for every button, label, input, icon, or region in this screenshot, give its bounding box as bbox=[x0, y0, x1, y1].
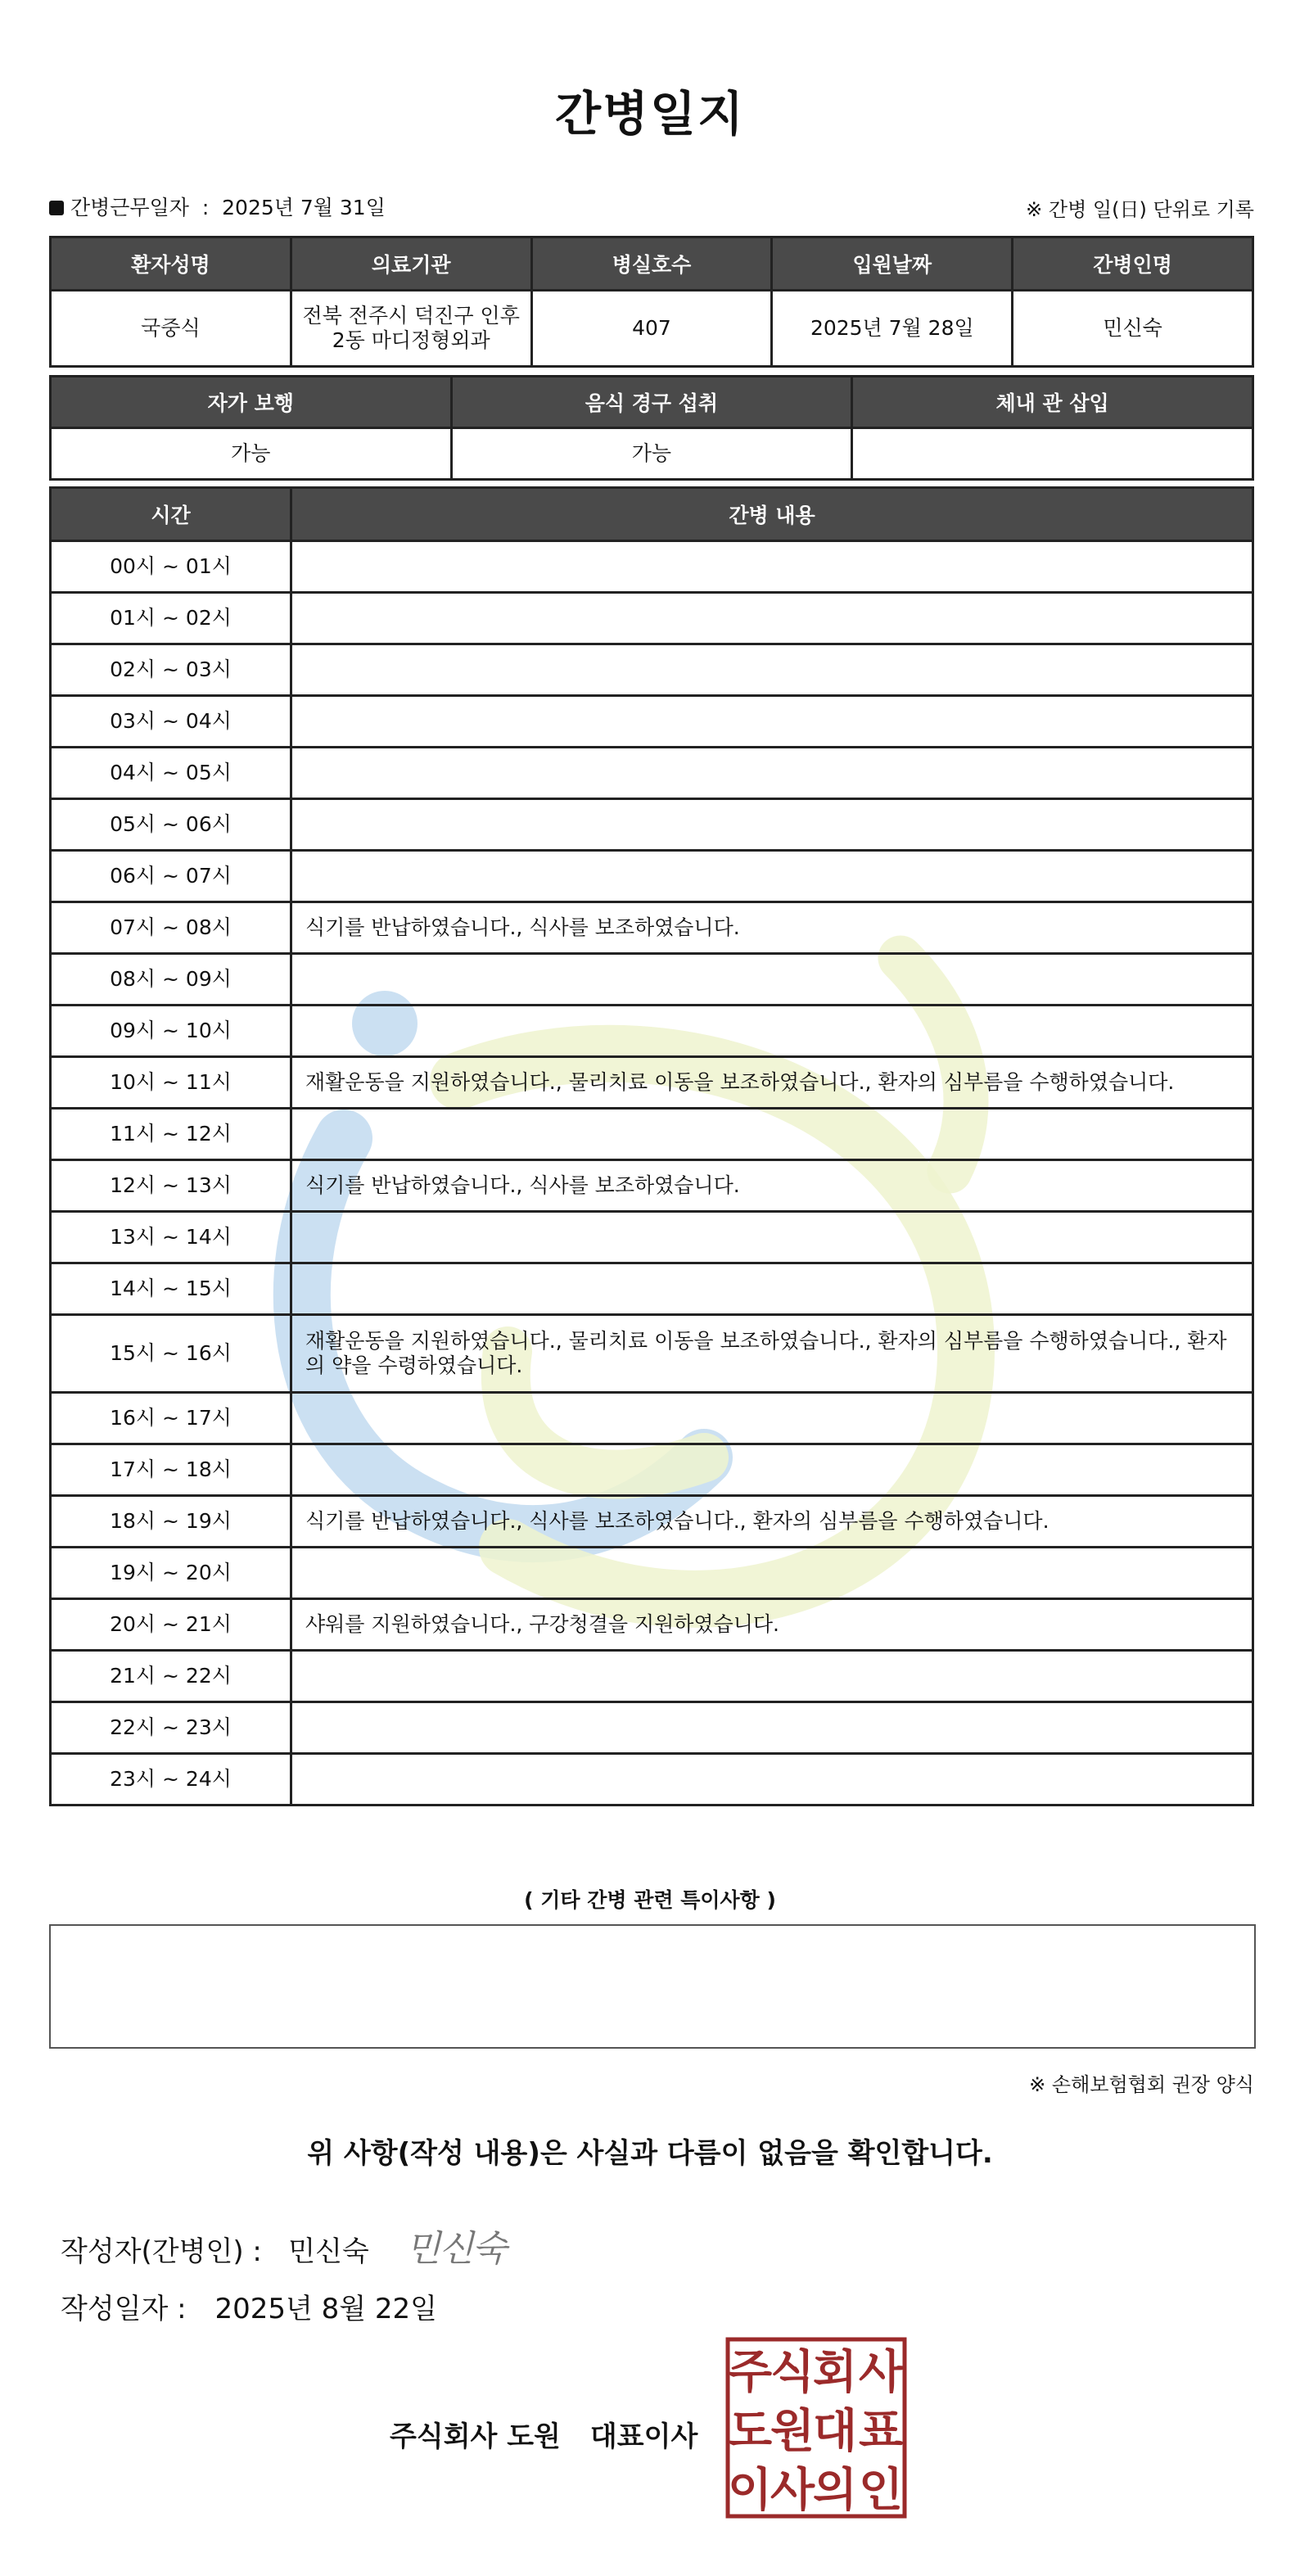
table-row bbox=[51, 1057, 1253, 1109]
time-slot: 21시 ~ 22시 bbox=[51, 1651, 291, 1702]
seal-character: 사 bbox=[770, 2464, 815, 2517]
care-content bbox=[291, 1212, 1253, 1263]
form-note: ※ 손해보험협회 권장 양식 bbox=[1029, 2073, 1254, 2096]
work-date-line bbox=[49, 192, 386, 221]
bullet-square-icon bbox=[49, 201, 64, 215]
table-row bbox=[51, 1548, 1253, 1599]
care-content bbox=[291, 593, 1253, 644]
table-row bbox=[51, 748, 1253, 799]
table-row bbox=[51, 1263, 1253, 1315]
care-content bbox=[291, 851, 1253, 902]
header-admission-date: 입원날짜 bbox=[772, 237, 1013, 291]
time-slot: 15시 ~ 16시 bbox=[51, 1315, 291, 1393]
table-row bbox=[51, 851, 1253, 902]
admission-date: 2025년 7월 28일 bbox=[772, 291, 1013, 367]
header-oral-intake: 음식 경구 섭취 bbox=[451, 377, 852, 428]
header-room-number: 병실호수 bbox=[531, 237, 772, 291]
time-slot: 04시 ~ 05시 bbox=[51, 748, 291, 799]
table-row bbox=[51, 1109, 1253, 1160]
time-slot: 06시 ~ 07시 bbox=[51, 851, 291, 902]
seal-character: 대 bbox=[812, 2405, 858, 2458]
work-date-value: 2025년 7월 31일 bbox=[222, 196, 386, 219]
time-slot: 08시 ~ 09시 bbox=[51, 954, 291, 1006]
work-date-label: 간병근무일자 bbox=[70, 196, 189, 219]
written-date-line bbox=[61, 2286, 437, 2326]
company-seal-stamp bbox=[725, 2337, 907, 2519]
room-number: 407 bbox=[531, 291, 772, 367]
self-walking-value: 가능 bbox=[51, 428, 452, 480]
time-slot: 00시 ~ 01시 bbox=[51, 541, 291, 593]
seal-character: 식 bbox=[770, 2346, 815, 2399]
company-name: 주식회사 도원 bbox=[390, 2420, 561, 2453]
seal-character: 의 bbox=[812, 2464, 858, 2517]
seal-character: 회 bbox=[812, 2346, 858, 2399]
care-content bbox=[291, 799, 1253, 851]
header-patient-name: 환자성명 bbox=[51, 237, 291, 291]
time-slot: 05시 ~ 06시 bbox=[51, 799, 291, 851]
table-row bbox=[51, 954, 1253, 1006]
seal-character: 사 bbox=[858, 2346, 904, 2399]
header-hospital: 의료기관 bbox=[291, 237, 531, 291]
time-slot: 16시 ~ 17시 bbox=[51, 1393, 291, 1444]
header-self-walking: 자가 보행 bbox=[51, 377, 452, 428]
time-slot: 23시 ~ 24시 bbox=[51, 1754, 291, 1805]
patient-name: 국중식 bbox=[51, 291, 291, 367]
document-title: 간병일지 bbox=[554, 86, 746, 142]
care-content bbox=[291, 541, 1253, 593]
table-row bbox=[51, 1393, 1253, 1444]
care-content bbox=[291, 1651, 1253, 1702]
header-time: 시간 bbox=[51, 488, 291, 541]
special-notes-title: ( 기타 간병 관련 특이사항 ) bbox=[524, 1888, 776, 1912]
written-date-value: 2025년 8월 22일 bbox=[214, 2293, 438, 2325]
table-row bbox=[51, 593, 1253, 644]
written-date-label: 작성일자 : bbox=[61, 2293, 187, 2325]
time-slot: 10시 ~ 11시 bbox=[51, 1057, 291, 1109]
company-line bbox=[390, 2414, 697, 2454]
time-slot: 12시 ~ 13시 bbox=[51, 1160, 291, 1212]
time-slot: 02시 ~ 03시 bbox=[51, 644, 291, 696]
care-content bbox=[291, 1393, 1253, 1444]
care-log-table bbox=[49, 486, 1254, 1806]
table-row bbox=[51, 1006, 1253, 1057]
care-content bbox=[291, 696, 1253, 748]
time-slot: 01시 ~ 02시 bbox=[51, 593, 291, 644]
table-row bbox=[51, 1651, 1253, 1702]
header-tube-insertion: 체내 관 삽입 bbox=[852, 377, 1253, 428]
time-slot: 11시 ~ 12시 bbox=[51, 1109, 291, 1160]
author-signature: 민신숙 bbox=[405, 2228, 506, 2270]
seal-character: 원 bbox=[770, 2405, 815, 2458]
seal-character: 표 bbox=[858, 2405, 904, 2458]
table-row bbox=[51, 1599, 1253, 1651]
care-content bbox=[291, 1263, 1253, 1315]
author-line bbox=[61, 2219, 505, 2271]
table-row bbox=[51, 799, 1253, 851]
unit-note: ※ 간병 일(日) 단위로 기록 bbox=[1026, 198, 1254, 221]
care-content bbox=[291, 644, 1253, 696]
special-notes-box bbox=[49, 1924, 1256, 2049]
care-content bbox=[291, 748, 1253, 799]
work-date-separator: : bbox=[201, 196, 210, 219]
time-slot: 19시 ~ 20시 bbox=[51, 1548, 291, 1599]
time-slot: 09시 ~ 10시 bbox=[51, 1006, 291, 1057]
table-row bbox=[51, 1496, 1253, 1548]
table-row bbox=[51, 1212, 1253, 1263]
author-name: 민신숙 bbox=[288, 2235, 369, 2268]
time-slot: 03시 ~ 04시 bbox=[51, 696, 291, 748]
care-log-body bbox=[51, 541, 1253, 1805]
care-content bbox=[291, 1702, 1253, 1754]
time-slot: 07시 ~ 08시 bbox=[51, 902, 291, 954]
header-care-content: 간병 내용 bbox=[291, 488, 1253, 541]
oral-intake-value: 가능 bbox=[451, 428, 852, 480]
time-slot: 13시 ~ 14시 bbox=[51, 1212, 291, 1263]
time-slot: 20시 ~ 21시 bbox=[51, 1599, 291, 1651]
table-row bbox=[51, 1315, 1253, 1393]
table-row bbox=[51, 1702, 1253, 1754]
time-slot: 22시 ~ 23시 bbox=[51, 1702, 291, 1754]
time-slot: 17시 ~ 18시 bbox=[51, 1444, 291, 1496]
table-row bbox=[51, 902, 1253, 954]
seal-character: 이 bbox=[727, 2464, 773, 2517]
seal-character: 주 bbox=[727, 2346, 773, 2399]
care-content bbox=[291, 1109, 1253, 1160]
hospital-name: 전북 전주시 덕진구 인후2동 마디정형외과 bbox=[291, 291, 531, 367]
patient-info-table bbox=[49, 236, 1254, 368]
care-content bbox=[291, 1444, 1253, 1496]
care-content: 재활운동을 지원하였습니다., 물리치료 이동을 보조하였습니다., 환자의 심부름을 수행하였습니다., 환자의 약을 수령하였습니다. bbox=[291, 1315, 1253, 1393]
table-row bbox=[51, 541, 1253, 593]
care-content: 식기를 반납하였습니다., 식사를 보조하였습니다. bbox=[291, 1160, 1253, 1212]
seal-character: 도 bbox=[727, 2405, 773, 2458]
header-caregiver-name: 간병인명 bbox=[1013, 237, 1253, 291]
tube-insertion-value bbox=[852, 428, 1253, 480]
company-representative: 대표이사 bbox=[589, 2420, 698, 2453]
care-content bbox=[291, 1754, 1253, 1805]
author-label: 작성자(간병인) : bbox=[61, 2235, 262, 2268]
caregiver-name: 민신숙 bbox=[1013, 291, 1253, 367]
care-content bbox=[291, 1548, 1253, 1599]
time-slot: 14시 ~ 15시 bbox=[51, 1263, 291, 1315]
care-content: 식기를 반납하였습니다., 식사를 보조하였습니다., 환자의 심부름을 수행하였습니다. bbox=[291, 1496, 1253, 1548]
time-slot: 18시 ~ 19시 bbox=[51, 1496, 291, 1548]
patient-status-table bbox=[49, 375, 1254, 481]
care-content bbox=[291, 1006, 1253, 1057]
table-row bbox=[51, 644, 1253, 696]
table-row bbox=[51, 1160, 1253, 1212]
table-row bbox=[51, 696, 1253, 748]
table-row bbox=[51, 1754, 1253, 1805]
seal-character: 인 bbox=[858, 2464, 904, 2517]
table-row bbox=[51, 1444, 1253, 1496]
care-content: 샤워를 지원하였습니다., 구강청결을 지원하였습니다. bbox=[291, 1599, 1253, 1651]
care-content bbox=[291, 954, 1253, 1006]
care-content: 재활운동을 지원하였습니다., 물리치료 이동을 보조하였습니다., 환자의 심부름을 수행하였습니다. bbox=[291, 1057, 1253, 1109]
confirmation-statement: 위 사항(작성 내용)은 사실과 다름이 없음을 확인합니다. bbox=[307, 2137, 993, 2170]
care-content: 식기를 반납하였습니다., 식사를 보조하였습니다. bbox=[291, 902, 1253, 954]
